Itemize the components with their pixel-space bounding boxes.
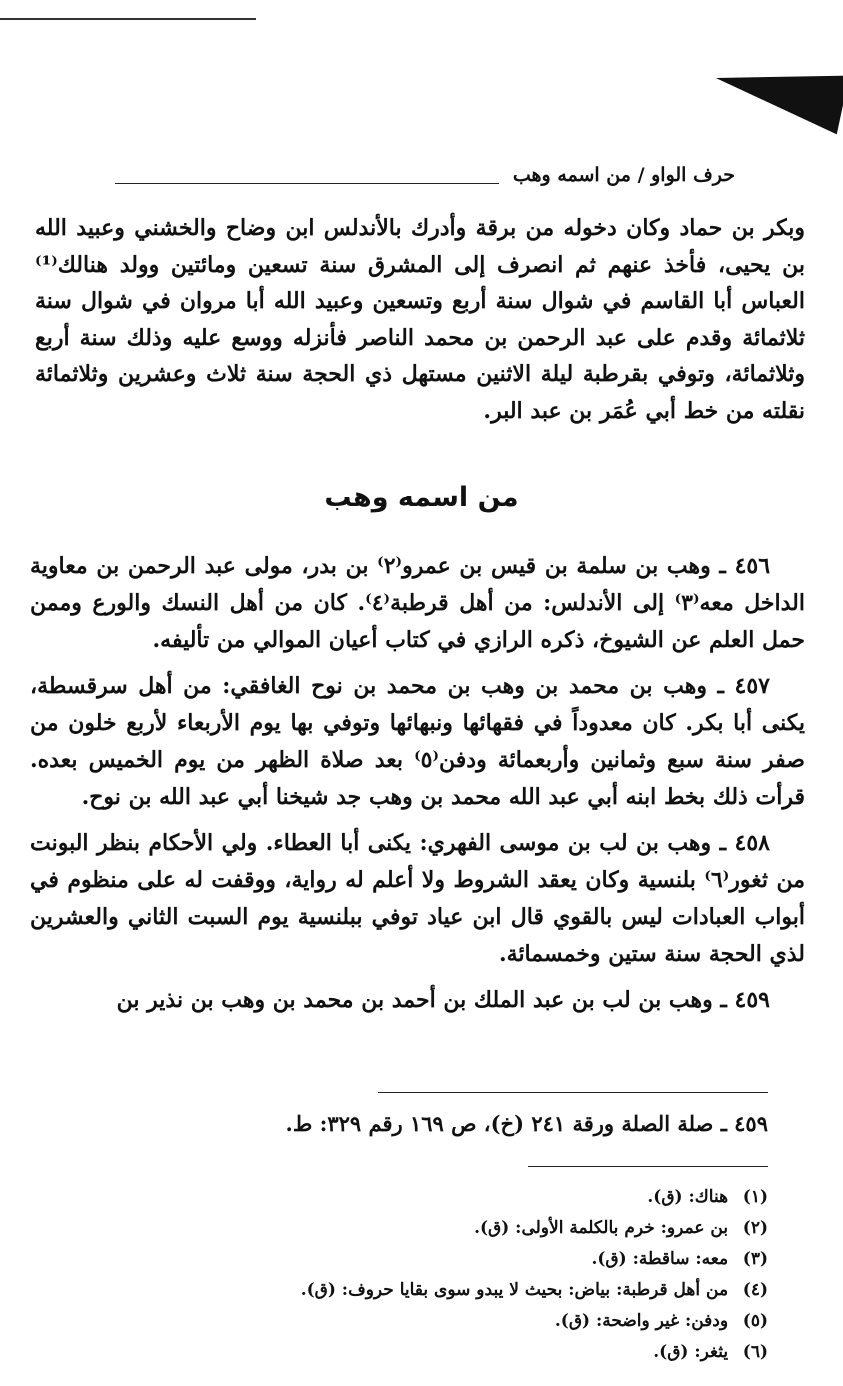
footnote-number: (٦) [742, 1342, 768, 1362]
entry-458 [30, 825, 805, 973]
footnotes-list [28, 1182, 768, 1368]
running-header [115, 156, 735, 190]
entry-text: ـ وهب بن سلمة بن قيس بن عمرو⁽٢⁾ بن بدر، مولى عبد الرحمن بن معاوية الداخل معه⁽٣⁾ إلى الأندلس: من أهل قرطبة⁽٤⁾. كان من أهل النسك والورع وممن حمل العلم عن الشيوخ، ذكره الرازي في كتاب أعيان الموالي من تأليفه. [30, 553, 805, 653]
entries-list [30, 548, 805, 1028]
footnote-number: (٥) [742, 1311, 768, 1331]
entry-number: ٤٥٨ [734, 830, 770, 856]
scan-edge-line [0, 18, 256, 20]
footnote-text: معه: ساقطة: (ق). [591, 1249, 729, 1269]
footnote-item [28, 1182, 768, 1213]
footnote-item [28, 1275, 768, 1306]
entry-number: ٤٥٦ [734, 553, 771, 579]
footnote-item [28, 1244, 768, 1275]
footnote-text: هناك: (ق). [647, 1187, 729, 1207]
footnote-text: بن عمرو: خرم بالكلمة الأولى: (ق). [474, 1218, 729, 1238]
entry-text: ـ وهب بن لب بن موسى الفهري: يكنى أبا العطاء. ولي الأحكام بنظر البونت من ثغور⁽٦⁾ بلنسية وكان يعقد الشروط ولا أعلم له رواية، ووقفت له على منظوم في أبواب العبادات ليس بالقوي قال ابن عياد توفي ببلنسية يوم السبت الثاني والعشرين لذي الحجة سنة ستين وخمسمائة. [30, 830, 805, 967]
footnote-text: ودفن: غير واضحة: (ق). [554, 1311, 729, 1331]
entry-456 [30, 548, 805, 659]
footnote-text: من أهل قرطبة: بياض: بحيث لا يبدو سوى بقايا حروف: (ق). [300, 1280, 729, 1300]
scan-corner-shadow [710, 49, 843, 135]
entry-number: ٤٥٧ [734, 673, 770, 699]
source-note: ٤٥٩ ـ صلة الصلة ورقة ٢٤١ (خ)، ص ١٦٩ رقم ٣٢٩: ط. [285, 1111, 768, 1136]
entry-text: ـ وهب بن لب بن عبد الملك بن أحمد بن محمد بن وهب بن نذير بن [116, 987, 727, 1013]
footnote-number: (٢) [742, 1218, 768, 1238]
header-title: حرف الواو / من اسمه وهب [512, 164, 735, 186]
footnote-item [28, 1306, 768, 1337]
footnote-text: يثغر: (ق). [653, 1342, 729, 1362]
footnote-number: (٣) [742, 1249, 768, 1269]
intro-paragraph: وبكر بن حماد وكان دخوله من برقة وأدرك بالأندلس ابن وضاح والخشني وعبيد الله بن يحيى، فأخذ عنهم ثم انصرف إلى المشرق سنة تسعين ومائتين وولد هنالك⁽¹⁾ العباس أبا القاسم في شوال سنة أربع وتسعين وعبيد الله أبا مروان في شوال سنة ثلاثمائة وقدم على عبد الرحمن بن محمد الناصر فأنزله ووسع عليه وذلك سنة أربع وثلاثمائة، وتوفي بقرطبة ليلة الاثنين مستهل ذي الحجة سنة ثلاث وعشرين وثلاثمائة نقلته من خط أبي عُمَر بن عبد البر. [35, 215, 805, 424]
footnote-item [28, 1213, 768, 1244]
source-separator-rule [378, 1092, 768, 1093]
footnote-number: (١) [742, 1187, 768, 1207]
entry-459 [30, 982, 805, 1019]
footnote-separator-rule [528, 1166, 768, 1167]
intro-paragraph-block [35, 210, 805, 429]
footnote-number: (٤) [742, 1280, 768, 1300]
entry-number: ٤٥٩ [734, 987, 770, 1013]
header-rule [115, 182, 499, 184]
footnote-item [28, 1337, 768, 1368]
entry-text: ـ وهب بن محمد بن وهب بن محمد بن نوح الغافقي: من أهل سرقسطة، يكنى أبا بكر. كان معدوداً في فقهائها ونبهائها وتوفي بها يوم الأربعاء لأربع خلون من صفر سنة سبع وثمانين وأربعمائة ودفن⁽٥⁾ بعد صلاة الظهر من يوم الخميس بعده. قرأت ذلك بخط ابنه أبي عبد الله محمد بن وهب جد شيخنا أبي عبد الله بن نوح. [30, 673, 805, 810]
entry-457 [30, 668, 805, 816]
section-title: من اسمه وهب [324, 482, 519, 513]
